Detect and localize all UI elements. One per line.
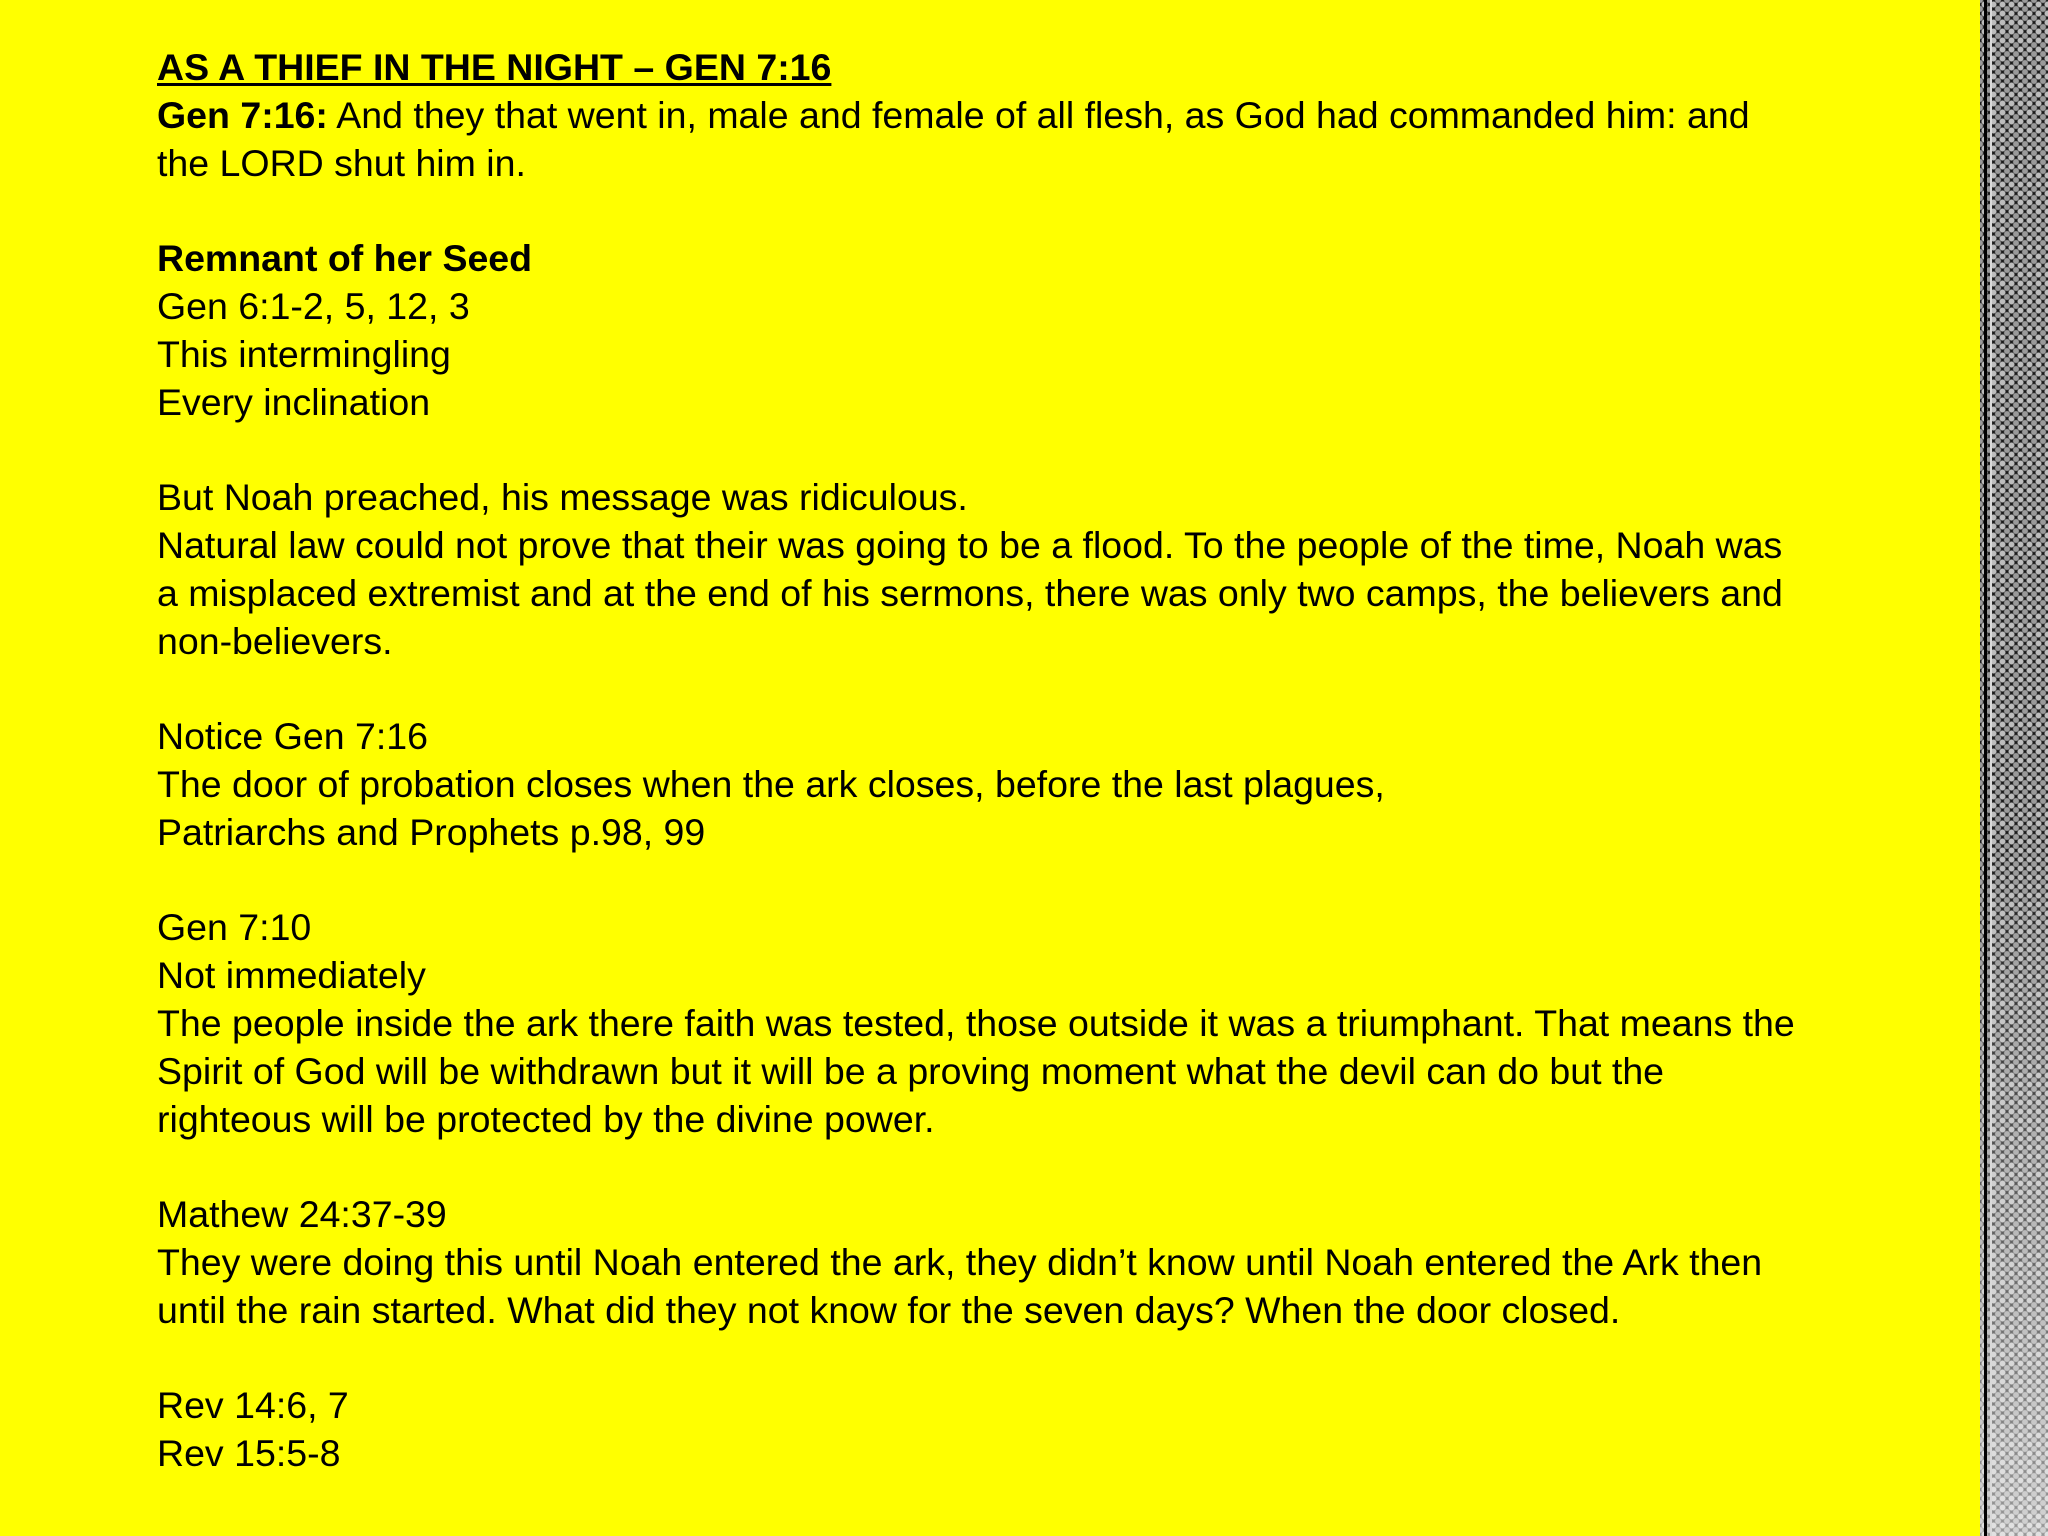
text-line: Notice Gen 7:16 xyxy=(157,715,428,758)
text-line: The door of probation closes when the ark closes, before the last plagues, xyxy=(157,762,1385,805)
text-line: Mathew 24:37-39 xyxy=(157,1193,447,1236)
text-line: The people inside the ark there faith was tested, those outside it was a triumphant. That means the xyxy=(157,1001,1795,1044)
spacer xyxy=(157,665,1917,713)
text-line: They were doing this until Noah entered the ark, they didn’t know until Noah entered the Ark then xyxy=(157,1240,1763,1283)
verse-text-line-2: the LORD shut him in. xyxy=(157,141,526,184)
spacer xyxy=(157,187,1917,235)
text-line: Patriarchs and Prophets p.98, 99 xyxy=(157,810,706,853)
text-line: Natural law could not prove that their was going to be a flood. To the people of the time, Noah was xyxy=(157,523,1783,566)
text-line: Spirit of God will be withdrawn but it will be a proving moment what the devil can do but the xyxy=(157,1049,1665,1092)
text-line: non-believers. xyxy=(157,619,393,662)
text-line: This intermingling xyxy=(157,332,451,375)
verse-reference: Gen 7:16: xyxy=(157,93,328,136)
slide-content xyxy=(157,44,1917,1478)
spacer xyxy=(157,1143,1917,1191)
section-heading: Remnant of her Seed xyxy=(157,237,533,280)
text-line: Gen 6:1-2, 5, 12, 3 xyxy=(157,284,470,327)
edge-divider-line xyxy=(1984,0,1987,1536)
spacer xyxy=(157,426,1917,474)
text-line: a misplaced extremist and at the end of his sermons, there was only two camps, the believers and xyxy=(157,571,1783,614)
text-line: But Noah preached, his message was ridiculous. xyxy=(157,476,968,519)
text-line: righteous will be protected by the divine power. xyxy=(157,1097,935,1140)
text-line: until the rain started. What did they not know for the seven days? When the door closed. xyxy=(157,1288,1621,1331)
text-line: Not immediately xyxy=(157,954,426,997)
text-line: Rev 15:5-8 xyxy=(157,1432,341,1475)
verse-text-line-1: And they that went in, male and female of all flesh, as God had commanded him: and xyxy=(327,93,1750,136)
spacer xyxy=(157,1335,1917,1383)
edge-divider-highlight xyxy=(1990,0,1992,1536)
text-line: Rev 14:6, 7 xyxy=(157,1384,349,1427)
verse-paragraph xyxy=(157,92,1917,140)
text-line: Gen 7:10 xyxy=(157,906,312,949)
text-line: Every inclination xyxy=(157,380,431,423)
slide-title: AS A THIEF IN THE NIGHT – GEN 7:16 xyxy=(157,46,832,88)
spacer xyxy=(157,857,1917,905)
